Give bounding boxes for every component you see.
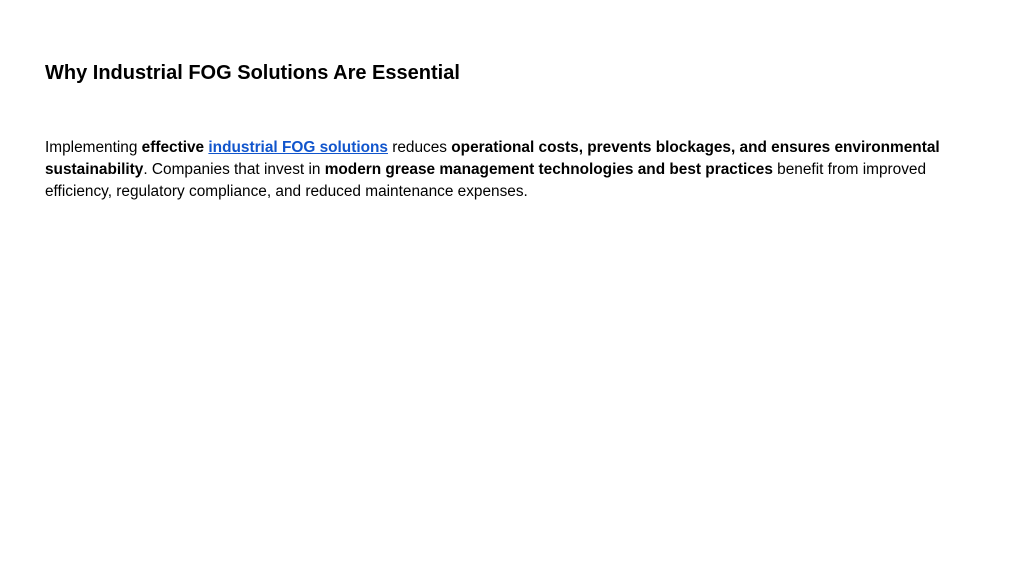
bold-run-effective: effective xyxy=(141,139,205,156)
slide-title: Why Industrial FOG Solutions Are Essential xyxy=(45,62,460,84)
text-run: reduces xyxy=(387,139,452,156)
industrial-fog-solutions-link[interactable]: industrial FOG solutions xyxy=(208,139,388,156)
bold-run-benefits: operational costs, prevents blockages, and ensures environmental sustainability xyxy=(45,139,940,178)
body-paragraph xyxy=(45,137,985,203)
bold-run-technologies: modern grease management technologies and best practices xyxy=(324,161,773,178)
text-run: . Companies that invest in xyxy=(143,161,325,178)
text-run: benefit from improved efficiency, regulatory compliance, and reduced maintenance expenses. xyxy=(45,161,927,200)
text-run: Implementing xyxy=(45,139,142,156)
